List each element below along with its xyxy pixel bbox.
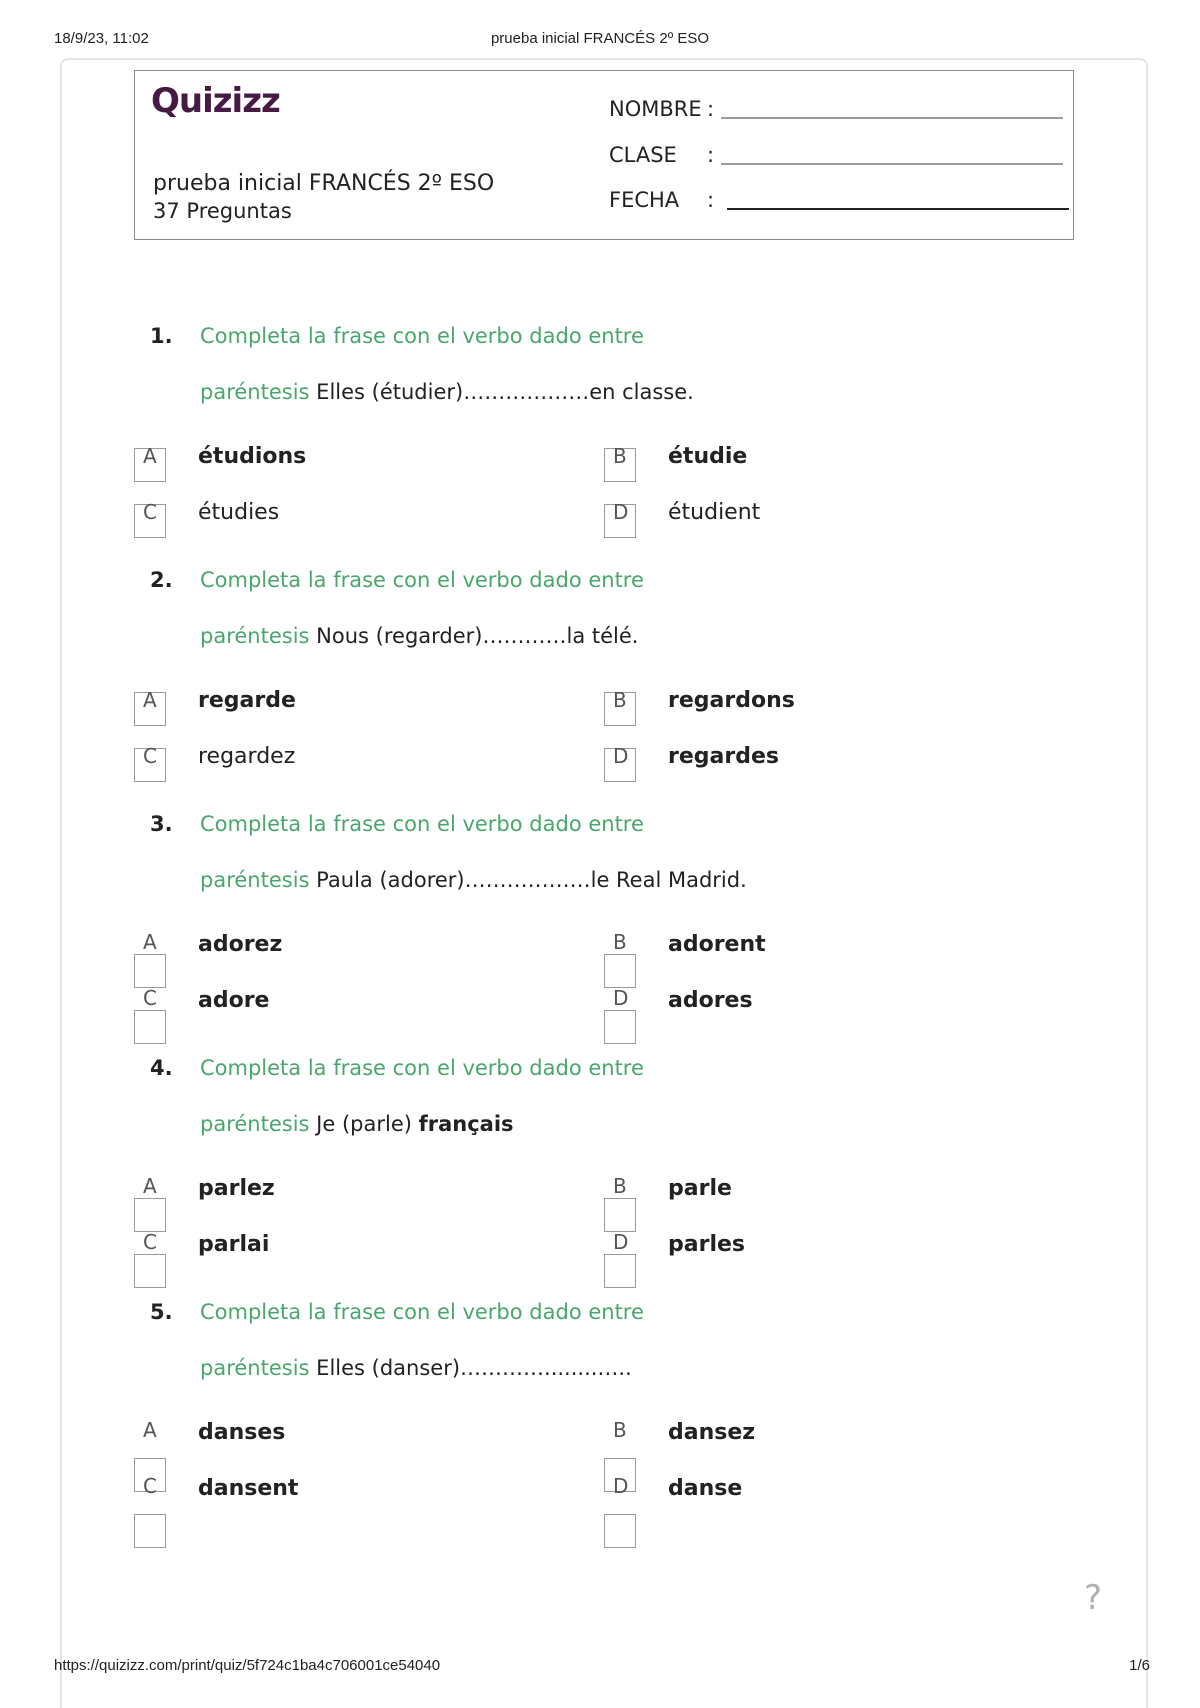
option-b[interactable] (604, 444, 1024, 484)
option-checkbox[interactable] (604, 1254, 636, 1288)
question-sentence-line (200, 380, 694, 404)
option-text: adore (198, 988, 270, 1013)
option-checkbox[interactable] (604, 1198, 636, 1232)
date-colon: : (707, 188, 715, 212)
option-text: parle (668, 1176, 732, 1201)
page-number: 1/6 (1129, 1657, 1150, 1674)
option-letter: C (143, 500, 157, 524)
option-letter: C (143, 744, 157, 768)
prompt-lead: paréntesis (200, 868, 310, 892)
option-c[interactable] (134, 1232, 554, 1272)
question-sentence: Elles (étudier)………………en classe. (316, 380, 694, 404)
date-blank-line (727, 208, 1069, 210)
option-text: regarde (198, 688, 296, 713)
question-sentence-line (200, 1112, 514, 1136)
print-title: prueba inicial FRANCÉS 2º ESO (490, 30, 710, 47)
class-colon: : (707, 143, 715, 167)
print-datetime: 18/9/23, 11:02 (54, 30, 149, 47)
name-field (609, 97, 721, 121)
class-field (609, 143, 721, 167)
prompt-lead: paréntesis (200, 624, 310, 648)
question-number: 4. (150, 1056, 173, 1080)
option-text: regardez (198, 744, 296, 769)
date-label: FECHA (609, 188, 680, 212)
question-prompt: Completa la frase con el verbo dado entre (200, 812, 644, 836)
question-sentence-line (200, 624, 638, 648)
name-label: NOMBRE (609, 97, 702, 121)
print-header (0, 26, 1200, 50)
question-5 (134, 1300, 1074, 1540)
option-letter: C (143, 1474, 157, 1498)
quizizz-logo: Quizizz (151, 81, 280, 121)
question-1 (134, 324, 1074, 564)
option-a[interactable] (134, 1420, 554, 1460)
question-mark-icon[interactable]: ? (1084, 1578, 1103, 1618)
quiz-title: prueba inicial FRANCÉS 2º ESO (153, 171, 495, 196)
name-colon: : (707, 97, 715, 121)
option-a[interactable] (134, 1176, 554, 1216)
option-text: regardons (668, 688, 795, 713)
option-letter: C (143, 1230, 157, 1254)
option-text: danse (668, 1476, 743, 1501)
option-letter: B (613, 688, 627, 712)
option-b[interactable] (604, 1176, 1024, 1216)
question-count: 37 Preguntas (153, 199, 292, 223)
question-sentence-strong: français (418, 1112, 514, 1136)
option-letter: D (613, 986, 629, 1010)
question-2 (134, 568, 1074, 808)
question-sentence-line (200, 868, 747, 892)
option-letter: C (143, 986, 157, 1010)
option-text: dansez (668, 1420, 756, 1445)
option-checkbox[interactable] (604, 1010, 636, 1044)
option-a[interactable] (134, 688, 554, 728)
class-label: CLASE (609, 143, 677, 167)
option-d[interactable] (604, 1232, 1024, 1272)
question-number: 2. (150, 568, 173, 592)
option-b[interactable] (604, 932, 1024, 972)
option-c[interactable] (134, 500, 554, 540)
option-letter: A (143, 1174, 157, 1198)
option-checkbox[interactable] (134, 1010, 166, 1044)
option-c[interactable] (134, 988, 554, 1028)
option-checkbox[interactable] (134, 1254, 166, 1288)
option-text: étudie (668, 444, 748, 469)
option-c[interactable] (134, 744, 554, 784)
option-a[interactable] (134, 932, 554, 972)
question-prompt: Completa la frase con el verbo dado entre (200, 1300, 644, 1324)
prompt-lead: paréntesis (200, 1112, 310, 1136)
option-text: parlai (198, 1232, 270, 1257)
option-letter: A (143, 444, 157, 468)
option-text: adores (668, 988, 753, 1013)
option-text: dansent (198, 1476, 299, 1501)
question-prompt: Completa la frase con el verbo dado entre (200, 568, 644, 592)
question-prompt: Completa la frase con el verbo dado entre (200, 1056, 644, 1080)
question-sentence: Je (parle) (316, 1112, 412, 1136)
date-field (609, 188, 721, 212)
option-letter: A (143, 1418, 157, 1442)
option-d[interactable] (604, 988, 1024, 1028)
option-text: parles (668, 1232, 745, 1257)
option-letter: B (613, 1174, 627, 1198)
class-blank-line (721, 163, 1063, 165)
option-b[interactable] (604, 688, 1024, 728)
option-letter: B (613, 444, 627, 468)
option-checkbox[interactable] (134, 954, 166, 988)
question-4 (134, 1056, 1074, 1296)
option-a[interactable] (134, 444, 554, 484)
prompt-lead: paréntesis (200, 1356, 310, 1380)
option-text: adorent (668, 932, 766, 957)
option-text: adorez (198, 932, 283, 957)
option-text: étudient (668, 500, 761, 525)
question-prompt: Completa la frase con el verbo dado entre (200, 324, 644, 348)
option-letter: D (613, 1474, 629, 1498)
option-letter: B (613, 930, 627, 954)
question-sentence-line (200, 1356, 632, 1380)
option-text: regardes (668, 744, 779, 769)
option-text: danses (198, 1420, 286, 1445)
option-checkbox[interactable] (604, 954, 636, 988)
question-sentence: Elles (danser)…………........….. (316, 1356, 632, 1380)
option-text: étudies (198, 500, 280, 525)
prompt-lead: paréntesis (200, 380, 310, 404)
option-checkbox[interactable] (134, 1514, 166, 1548)
option-letter: A (143, 688, 157, 712)
option-text: étudions (198, 444, 307, 469)
question-number: 1. (150, 324, 173, 348)
option-letter: B (613, 1418, 627, 1442)
option-d[interactable] (604, 500, 1024, 540)
option-letter: D (613, 1230, 629, 1254)
option-checkbox[interactable] (134, 1198, 166, 1232)
question-sentence: Paula (adorer)………………le Real Madrid. (316, 868, 747, 892)
option-d[interactable] (604, 1476, 1024, 1516)
option-d[interactable] (604, 744, 1024, 784)
option-c[interactable] (134, 1476, 554, 1516)
print-footer (0, 1655, 1200, 1679)
print-url: https://quizizz.com/print/quiz/5f724c1ba4c706001ce54040 (54, 1657, 441, 1674)
question-sentence: Nous (regarder)…………la télé. (316, 624, 639, 648)
option-b[interactable] (604, 1420, 1024, 1460)
option-letter: A (143, 930, 157, 954)
option-letter: D (613, 500, 629, 524)
option-checkbox[interactable] (604, 1514, 636, 1548)
option-letter: D (613, 744, 629, 768)
option-text: parlez (198, 1176, 275, 1201)
quiz-header-box (134, 70, 1074, 240)
question-3 (134, 812, 1074, 1052)
question-number: 5. (150, 1300, 173, 1324)
question-number: 3. (150, 812, 173, 836)
name-blank-line (721, 117, 1063, 119)
